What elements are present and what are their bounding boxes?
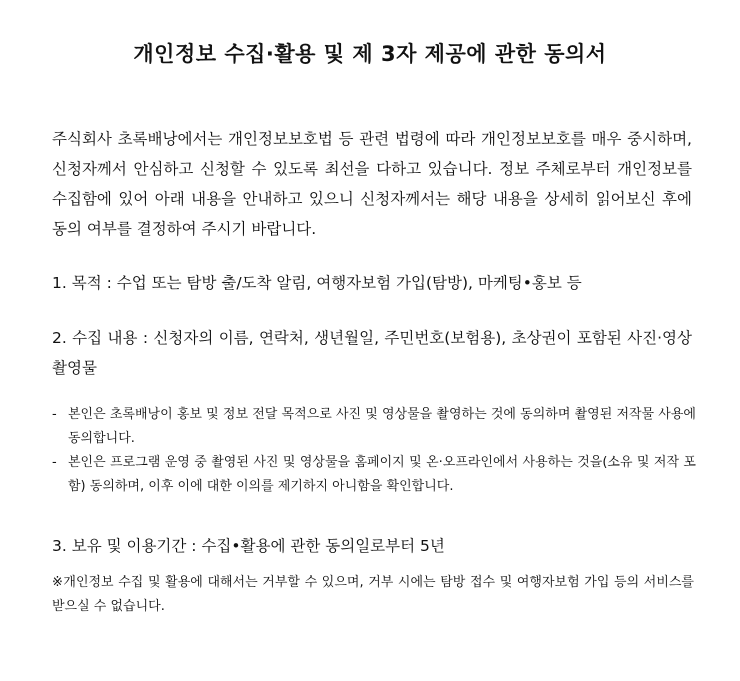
consent-bullet-photo-filming	[52, 403, 696, 451]
bullet-dash: -	[52, 407, 57, 422]
section-retention-period: 3. 보유 및 이용기간 : 수집•활용에 관한 동의일로부터 5년	[52, 537, 445, 555]
bullet-text: 본인은 프로그램 운영 중 촬영된 사진 및 영상물을 홈페이지 및 온·오프라인에서 사용하는 것을(소유 및 저작 포함) 동의하며, 이후 이에 대한 이의를 제기하지 아니함을 확인합니다.	[68, 455, 696, 494]
consent-bullet-list	[52, 403, 696, 499]
document-title: 개인정보 수집·활용 및 제 3자 제공에 관한 동의서	[133, 42, 607, 66]
section-collected-items: 2. 수집 내용 : 신청자의 이름, 연락처, 생년월일, 주민번호(보험용), 초상권이 포함된 사진·영상 촬영물	[52, 329, 692, 377]
intro-paragraph: 주식회사 초록배낭에서는 개인정보보호법 등 관련 법령에 따라 개인정보보호를 매우 중시하며, 신청자께서 안심하고 신청할 수 있도록 최선을 다하고 있습니다. 정보 주체로부터 개인정보를 수집함에 있어 아래 내용을 안내하고 있으니 신청자께서는 해당 내용을 상세히 읽어보신 후에 동의 여부를 결정하여 주시기 바랍니다.	[52, 130, 692, 238]
section-purpose: 1. 목적 : 수업 또는 탐방 출/도착 알림, 여행자보험 가입(탐방), 마케팅•홍보 등	[52, 274, 582, 292]
bullet-dash: -	[52, 455, 57, 470]
bullet-text: 본인은 초록배낭이 홍보 및 정보 전달 목적으로 사진 및 영상물을 촬영하는 것에 동의하며 촬영된 저작물 사용에 동의합니다.	[68, 407, 696, 446]
refusal-note: ※개인정보 수집 및 활용에 대해서는 거부할 수 있으며, 거부 시에는 탐방 접수 및 여행자보험 가입 등의 서비스를 받으실 수 없습니다.	[52, 575, 694, 614]
consent-bullet-online-use	[52, 451, 696, 499]
